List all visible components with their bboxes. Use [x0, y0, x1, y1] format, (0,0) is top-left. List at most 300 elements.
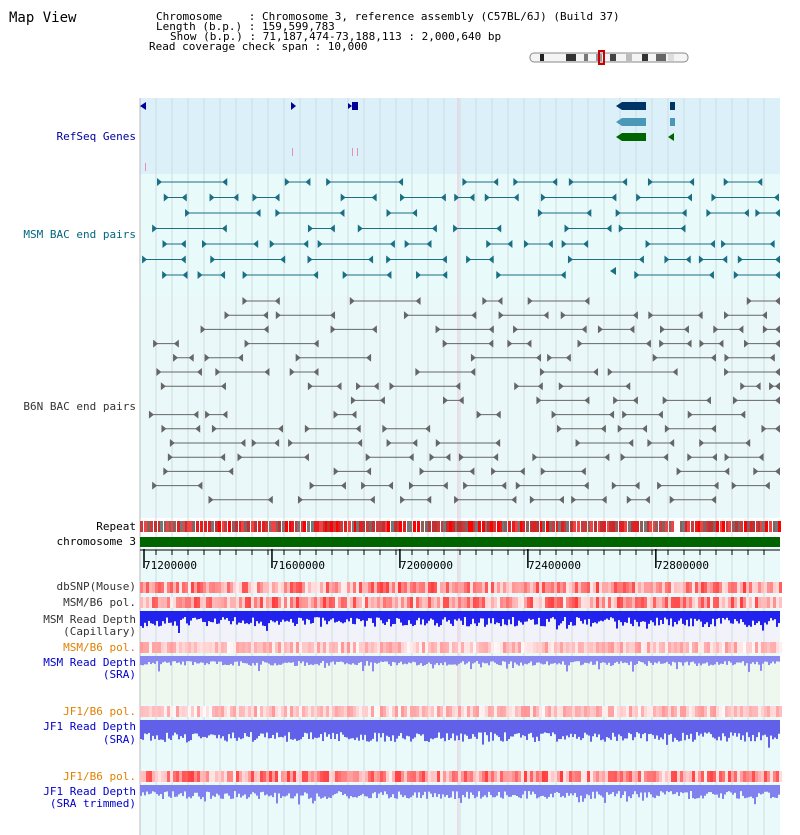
heat-mark [416, 597, 419, 608]
depth-bar [256, 785, 258, 796]
track-label-jf1-depth-trimmed-sub: (SRA trimmed) [49, 797, 136, 810]
depth-bar [294, 611, 296, 626]
depth-bar [296, 656, 298, 666]
heat-mark [497, 706, 500, 717]
heat-mark [773, 597, 776, 608]
depth-bar [334, 611, 336, 622]
depth-bar [722, 785, 724, 799]
depth-bar [218, 720, 220, 735]
repeat-mark [189, 521, 192, 532]
depth-bar [500, 720, 502, 741]
depth-bar [770, 720, 772, 736]
heat-mark [635, 597, 638, 608]
depth-bar [638, 720, 640, 733]
depth-bar [410, 785, 412, 797]
depth-bar [464, 611, 466, 617]
depth-bar [410, 720, 412, 742]
depth-bar [558, 611, 560, 625]
repeat-mark [747, 521, 750, 532]
heat-mark [635, 771, 638, 782]
heat-mark [275, 597, 278, 608]
heat-mark [368, 771, 371, 782]
depth-bar [432, 720, 434, 739]
depth-bar [398, 656, 400, 663]
depth-bar [644, 656, 646, 664]
heat-mark [179, 771, 182, 782]
depth-bar [192, 611, 194, 618]
heat-mark [380, 771, 383, 782]
depth-bar [270, 656, 272, 665]
depth-bar [350, 785, 352, 796]
depth-bar [288, 720, 290, 732]
depth-bar [402, 720, 404, 738]
depth-bar [620, 785, 622, 798]
heat-mark [248, 771, 251, 782]
heat-mark [680, 706, 683, 717]
depth-bar [426, 785, 428, 799]
depth-bar [560, 611, 562, 623]
repeat-mark [594, 521, 597, 532]
heat-mark [152, 642, 155, 653]
depth-bar [332, 611, 334, 618]
heat-mark [698, 642, 701, 653]
depth-bar [688, 785, 690, 799]
depth-bar [692, 720, 694, 742]
repeat-mark [775, 521, 778, 532]
heat-mark [338, 642, 341, 653]
heat-mark [473, 597, 476, 608]
depth-bar [766, 720, 768, 737]
heat-mark [158, 597, 161, 608]
heat-mark [737, 582, 740, 593]
depth-bar [548, 611, 550, 622]
depth-bar [446, 720, 448, 733]
depth-bar [670, 720, 672, 734]
depth-bar [558, 720, 560, 739]
heat-mark [539, 582, 542, 593]
heat-mark [689, 642, 692, 653]
depth-bar [630, 611, 632, 624]
heat-mark [164, 706, 167, 717]
depth-bar [580, 656, 582, 665]
heat-mark [455, 706, 458, 717]
depth-bar [248, 611, 250, 624]
heat-mark [641, 771, 644, 782]
depth-bar [390, 611, 392, 626]
heat-mark [299, 597, 302, 608]
repeat-mark [640, 521, 643, 532]
depth-bar [486, 611, 488, 625]
heat-mark [608, 642, 611, 653]
depth-bar [544, 785, 546, 797]
depth-bar [418, 611, 420, 618]
heat-mark [473, 642, 476, 653]
depth-bar [514, 785, 516, 795]
heat-mark [458, 642, 461, 653]
heat-mark [290, 582, 293, 593]
depth-bar [682, 720, 684, 733]
depth-bar [150, 720, 152, 741]
heat-mark [680, 597, 683, 608]
heat-mark [341, 582, 344, 593]
depth-bar [400, 656, 402, 662]
heat-mark [521, 642, 524, 653]
heat-mark [662, 771, 665, 782]
heat-mark [365, 582, 368, 593]
heat-mark [698, 597, 701, 608]
heat-mark [317, 642, 320, 653]
heat-mark [209, 582, 212, 593]
heat-mark [617, 597, 620, 608]
heat-mark [689, 582, 692, 593]
heat-mark [611, 597, 614, 608]
heat-mark [173, 642, 176, 653]
depth-bar [238, 785, 240, 794]
depth-bar [304, 656, 306, 666]
depth-bar [194, 720, 196, 733]
heat-mark [551, 597, 554, 608]
depth-bar [246, 785, 248, 799]
heat-mark [407, 706, 410, 717]
depth-bar [300, 720, 302, 739]
track-label-b6n-bac[interactable]: B6N BAC end pairs [23, 400, 136, 413]
depth-bar [566, 656, 568, 671]
depth-bar [710, 656, 712, 665]
heat-mark [341, 597, 344, 608]
depth-bar [160, 785, 162, 794]
depth-bar [754, 656, 756, 664]
heat-mark [218, 597, 221, 608]
heat-mark [419, 597, 422, 608]
depth-bar [464, 656, 466, 664]
heat-mark [506, 771, 509, 782]
heat-mark [743, 582, 746, 593]
heat-mark [563, 706, 566, 717]
heat-mark [146, 706, 149, 717]
heat-mark [242, 771, 245, 782]
heat-mark [524, 771, 527, 782]
depth-bar [730, 720, 732, 732]
depth-bar [324, 611, 326, 621]
heat-mark [326, 597, 329, 608]
heat-mark [734, 642, 737, 653]
depth-bar [384, 720, 386, 742]
depth-bar [408, 656, 410, 662]
depth-bar [594, 720, 596, 734]
depth-bar [168, 611, 170, 623]
depth-bar [660, 720, 662, 737]
depth-bar [264, 611, 266, 626]
heat-mark [185, 642, 188, 653]
depth-bar [684, 611, 686, 625]
heat-mark [293, 597, 296, 608]
heat-mark [143, 597, 146, 608]
depth-bar [580, 720, 582, 740]
depth-bar [356, 720, 358, 738]
depth-bar [536, 611, 538, 624]
heat-mark [491, 597, 494, 608]
heat-mark [710, 706, 713, 717]
heat-mark [605, 642, 608, 653]
depth-bar [586, 656, 588, 663]
depth-bar [270, 611, 272, 620]
heat-mark [737, 706, 740, 717]
heat-mark [596, 706, 599, 717]
heat-mark [206, 706, 209, 717]
heat-mark [389, 706, 392, 717]
depth-bar [336, 656, 338, 662]
heat-mark [395, 771, 398, 782]
heat-mark [425, 597, 428, 608]
heat-mark [218, 642, 221, 653]
heat-mark [725, 597, 728, 608]
heat-mark [605, 582, 608, 593]
heat-mark [599, 771, 602, 782]
depth-bar [522, 611, 524, 625]
depth-bar [588, 720, 590, 736]
depth-bar [190, 656, 192, 661]
heat-mark [770, 597, 773, 608]
depth-bar [152, 656, 154, 663]
depth-bar [448, 785, 450, 798]
repeat-mark [577, 521, 580, 532]
depth-bar [500, 656, 502, 665]
heat-mark [641, 706, 644, 717]
heat-mark [629, 706, 632, 717]
depth-bar [456, 611, 458, 621]
heat-mark [653, 597, 656, 608]
depth-bar [658, 656, 660, 661]
heat-mark [302, 642, 305, 653]
depth-bar [416, 720, 418, 734]
repeat-mark [403, 521, 406, 532]
heat-mark [683, 642, 686, 653]
depth-bar [718, 720, 720, 737]
depth-bar [380, 785, 382, 792]
heat-mark [257, 582, 260, 593]
depth-bar [334, 785, 336, 794]
depth-bar [758, 785, 760, 793]
heat-mark [467, 597, 470, 608]
heat-mark [743, 706, 746, 717]
heat-mark [584, 642, 587, 653]
depth-bar [218, 611, 220, 624]
depth-bar [766, 785, 768, 792]
repeat-mark [394, 521, 397, 532]
heat-mark [254, 771, 257, 782]
heat-mark [659, 706, 662, 717]
depth-bar [602, 611, 604, 621]
depth-bar [414, 720, 416, 737]
repeat-mark [465, 521, 468, 532]
depth-bar [754, 785, 756, 804]
heat-mark [533, 582, 536, 593]
heat-mark [539, 597, 542, 608]
heat-mark [641, 642, 644, 653]
heat-mark [323, 642, 326, 653]
depth-bar [498, 720, 500, 737]
heat-mark [602, 597, 605, 608]
track-label-refseq[interactable]: RefSeq Genes [56, 130, 136, 143]
heat-mark [731, 597, 734, 608]
depth-bar [196, 656, 198, 663]
repeat-mark [468, 521, 471, 532]
depth-bar [296, 785, 298, 793]
heat-mark [692, 582, 695, 593]
heat-mark [701, 582, 704, 593]
heat-mark [179, 642, 182, 653]
depth-bar [458, 720, 460, 740]
depth-bar [564, 656, 566, 665]
depth-bar [592, 785, 594, 792]
repeat-mark [552, 521, 555, 532]
heat-mark [593, 771, 596, 782]
depth-bar [498, 611, 500, 623]
depth-bar [360, 785, 362, 795]
heat-mark [410, 771, 413, 782]
heat-mark [713, 597, 716, 608]
heat-mark [332, 582, 335, 593]
heat-mark [230, 706, 233, 717]
heat-mark [584, 597, 587, 608]
depth-bar [318, 785, 320, 797]
heat-mark [626, 597, 629, 608]
depth-bar [272, 785, 274, 797]
depth-bar [640, 785, 642, 793]
depth-bar [408, 785, 410, 798]
heat-mark [365, 771, 368, 782]
depth-bar [180, 656, 182, 664]
heat-mark [689, 771, 692, 782]
depth-bar [366, 656, 368, 661]
depth-bar [442, 611, 444, 620]
heat-mark [560, 582, 563, 593]
heat-mark [230, 642, 233, 653]
depth-bar [260, 611, 262, 622]
depth-bar [440, 785, 442, 799]
heat-mark [764, 771, 767, 782]
repeat-mark [778, 521, 781, 532]
heat-mark [578, 771, 581, 782]
heat-mark [389, 642, 392, 653]
heat-mark [587, 597, 590, 608]
heat-mark [248, 642, 251, 653]
heat-mark [656, 642, 659, 653]
heat-mark [221, 706, 224, 717]
depth-bar [382, 656, 384, 662]
heat-mark [425, 706, 428, 717]
heat-mark [653, 706, 656, 717]
heat-mark [485, 642, 488, 653]
depth-bar [294, 720, 296, 739]
heat-mark [533, 706, 536, 717]
depth-bar [156, 611, 158, 621]
depth-bar [166, 785, 168, 791]
heat-mark [551, 642, 554, 653]
depth-bar [572, 720, 574, 737]
heat-mark [173, 582, 176, 593]
depth-bar [308, 656, 310, 665]
heat-mark [293, 582, 296, 593]
depth-bar [450, 720, 452, 738]
repeat-mark [432, 521, 435, 532]
depth-bar [502, 720, 504, 742]
heat-mark [221, 771, 224, 782]
depth-bar [524, 656, 526, 664]
depth-bar [642, 611, 644, 621]
heat-mark [332, 706, 335, 717]
depth-bar [222, 785, 224, 799]
depth-bar [706, 611, 708, 622]
depth-bar [360, 611, 362, 621]
depth-bar [356, 611, 358, 618]
heat-mark [233, 597, 236, 608]
heat-mark [566, 771, 569, 782]
depth-bar [254, 611, 256, 626]
depth-bar [352, 611, 354, 624]
heat-mark [215, 706, 218, 717]
depth-bar [416, 611, 418, 620]
depth-bar [542, 656, 544, 664]
heat-mark [305, 642, 308, 653]
heat-mark [758, 771, 761, 782]
heat-mark [710, 642, 713, 653]
depth-bar [388, 785, 390, 798]
heat-mark [740, 597, 743, 608]
heat-mark [737, 597, 740, 608]
heat-mark [371, 706, 374, 717]
depth-bar [182, 720, 184, 738]
depth-bar [732, 785, 734, 795]
depth-bar [704, 720, 706, 733]
heat-mark [191, 706, 194, 717]
depth-bar [314, 720, 316, 738]
track-label-jf1-b6-pol-2: JF1/B6 pol. [63, 770, 136, 783]
depth-bar [330, 785, 332, 798]
repeat-mark [615, 521, 618, 532]
track-label-msm-bac[interactable]: MSM BAC end pairs [23, 228, 136, 241]
repeat-mark [716, 521, 719, 532]
heat-mark [158, 582, 161, 593]
heat-mark [749, 582, 752, 593]
heat-mark [554, 597, 557, 608]
heat-mark [776, 771, 779, 782]
heat-mark [497, 582, 500, 593]
repeat-mark [600, 521, 603, 532]
heat-mark [344, 597, 347, 608]
depth-bar [164, 656, 166, 662]
depth-bar [494, 720, 496, 734]
heat-mark [149, 771, 152, 782]
depth-bar [680, 720, 682, 741]
heat-mark [332, 771, 335, 782]
depth-bar [474, 656, 476, 663]
repeat-mark [421, 521, 424, 532]
heat-mark [359, 597, 362, 608]
depth-bar [654, 656, 656, 662]
depth-bar [538, 785, 540, 797]
depth-bar [398, 611, 400, 619]
heat-mark [296, 771, 299, 782]
repeat-mark [327, 521, 330, 532]
depth-bar [752, 720, 754, 735]
repeat-mark [372, 521, 375, 532]
repeat-mark [493, 521, 496, 532]
depth-bar [562, 611, 564, 621]
heat-mark [209, 771, 212, 782]
depth-bar [140, 785, 142, 796]
depth-bar [204, 611, 206, 622]
